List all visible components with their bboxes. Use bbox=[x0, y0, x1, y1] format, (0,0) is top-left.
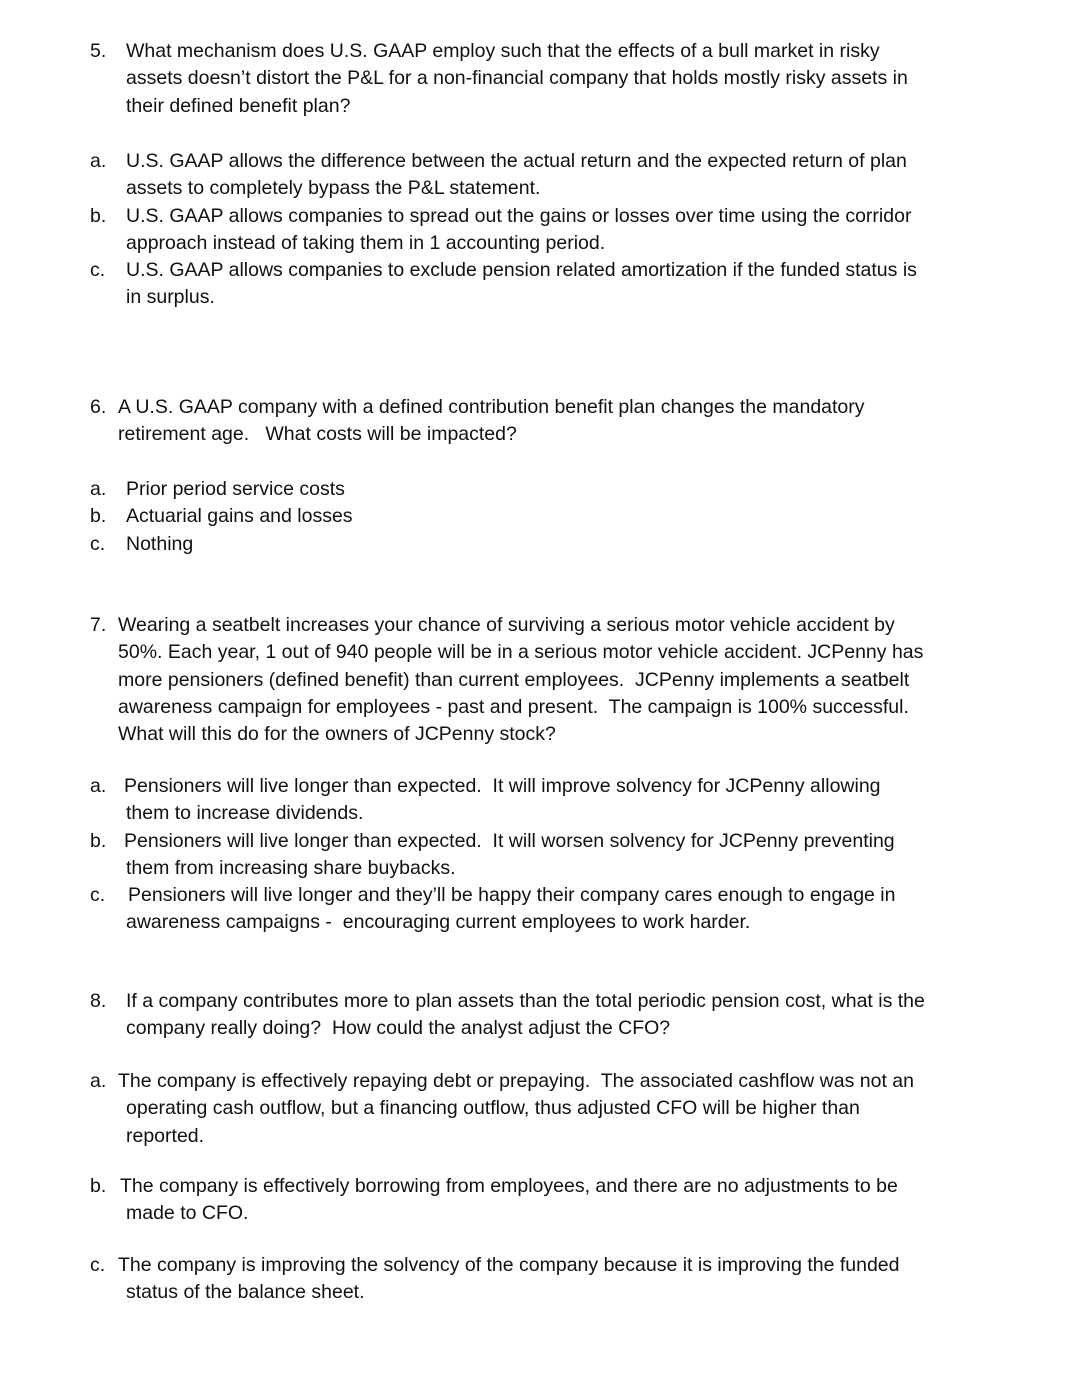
option-letter: c. bbox=[90, 1254, 106, 1276]
answer-option: U.S. GAAP allows companies to exclude pension related amortization if the funded status is in surplus. bbox=[126, 259, 917, 309]
answer-option: The company is effectively borrowing from employees, and there are no adjustments to be made to CFO. bbox=[120, 1175, 898, 1225]
answer-option: Actuarial gains and losses bbox=[126, 505, 353, 527]
question-prompt: Wearing a seatbelt increases your chance of surviving a serious motor vehicle accident by 50%. Each year, 1 out of 940 people will be in a serious motor vehicle accident. JCPenny has more pensioners (defined benefit) than current employees. JCPenny implements a seatbelt awareness campaign for employees - past and present. The campaign is 100% successful. What will this do for the owners of JCPenny stock? bbox=[118, 614, 924, 746]
question-number: 8. bbox=[90, 990, 107, 1012]
answer-option: Pensioners will live longer than expected. It will worsen solvency for JCPenny preventing them from increasing share buybacks. bbox=[124, 830, 895, 880]
question-number: 7. bbox=[90, 614, 107, 636]
answer-option: U.S. GAAP allows the difference between the actual return and the expected return of plan assets to completely bypass the P&L statement. bbox=[126, 150, 907, 200]
answer-option: Pensioners will live longer and they’ll be happy their company cares enough to engage in awareness campaigns - encouraging current employees to work harder. bbox=[126, 884, 896, 934]
option-letter: b. bbox=[90, 505, 107, 527]
answer-option: Pensioners will live longer than expected. It will improve solvency for JCPenny allowing them to increase dividends. bbox=[124, 775, 881, 825]
option-letter: b. bbox=[90, 205, 107, 227]
option-letter: a. bbox=[90, 150, 107, 172]
question-number: 5. bbox=[90, 40, 107, 62]
option-letter: a. bbox=[90, 478, 107, 500]
question-prompt: If a company contributes more to plan assets than the total periodic pension cost, what is the company really doing? How could the analyst adjust the CFO? bbox=[126, 990, 925, 1040]
answer-option: The company is improving the solvency of the company because it is improving the funded status of the balance sheet. bbox=[118, 1254, 900, 1304]
option-letter: c. bbox=[90, 884, 106, 906]
question-number: 6. bbox=[90, 396, 107, 418]
question-prompt: What mechanism does U.S. GAAP employ such that the effects of a bull market in risky assets doesn’t distort the P&L for a non-financial company that holds mostly risky assets in their defined benefit plan? bbox=[126, 40, 908, 117]
answer-option: Nothing bbox=[126, 533, 194, 555]
option-letter: a. bbox=[90, 1070, 107, 1092]
answer-option: Prior period service costs bbox=[126, 478, 345, 500]
option-letter: a. bbox=[90, 775, 107, 797]
option-letter: b. bbox=[90, 830, 107, 852]
option-letter: c. bbox=[90, 259, 106, 281]
answer-option: U.S. GAAP allows companies to spread out the gains or losses over time using the corridor approach instead of taking them in 1 accounting period. bbox=[126, 205, 912, 255]
option-letter: c. bbox=[90, 533, 106, 555]
option-letter: b. bbox=[90, 1175, 107, 1197]
question-prompt: A U.S. GAAP company with a defined contribution benefit plan changes the mandatory retirement age. What costs will be impacted? bbox=[118, 396, 865, 446]
answer-option: The company is effectively repaying debt or prepaying. The associated cashflow was not an operating cash outflow, but a financing outflow, thus adjusted CFO will be higher than reported. bbox=[118, 1070, 914, 1147]
